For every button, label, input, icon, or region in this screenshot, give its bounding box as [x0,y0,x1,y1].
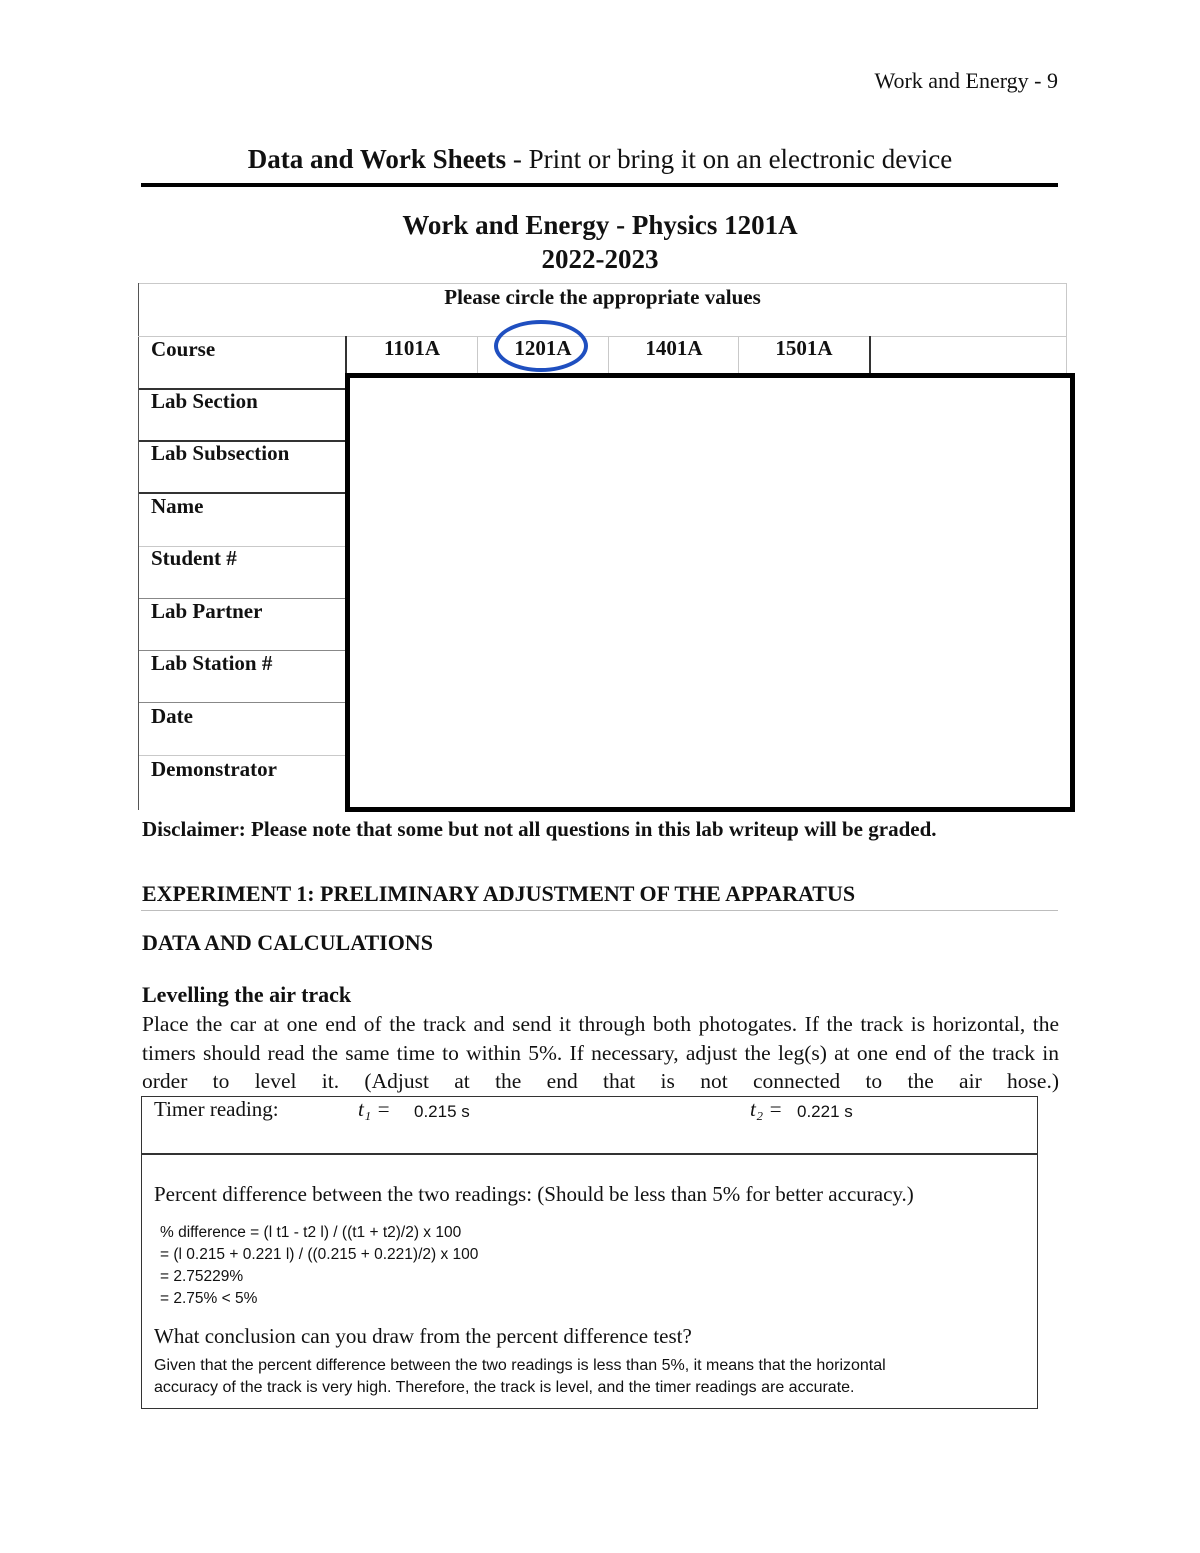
conclusion-answer-line[interactable]: Given that the percent difference between the two readings is less than 5%, it means that the horizontal [154,1357,886,1374]
t2-value[interactable]: 0.221 s [797,1102,853,1121]
sheet-title-rest: - Print or bring it on an electronic device [506,144,953,174]
student-info-entry-box[interactable] [345,373,1075,812]
t1-label: t₁ = [358,1097,391,1121]
demonstrator-label: Demonstrator [151,757,277,781]
course-option-1501a[interactable]: 1501A [775,336,833,360]
sheet-title-bold: Data and Work Sheets [247,144,507,174]
calculation-line[interactable]: = 2.75229% [160,1268,244,1285]
row-line [139,702,346,703]
timer-reading-label: Timer reading: [154,1097,279,1121]
title-rule [141,183,1058,187]
form-title-line2: 2022-2023 [541,244,659,274]
experiment-heading: EXPERIMENT 1: PRELIMINARY ADJUSTMENT OF THE APPARATUS [142,881,856,906]
disclaimer: Disclaimer: Please note that some but not all questions in this lab writeup will be graded. [142,817,937,841]
levelling-instructions: Place the car at one end of the track and send it through both photogates. If the track is horizontal, the timers should read the same time to within 5%. If necessary, adjust the leg(s) at one end of the track in order to level it. (Adjust at the end that is not connected to the air hose.) [142,1012,1059,1093]
data-calculations-heading: DATA AND CALCULATIONS [142,930,433,955]
sheet-title [142,144,1058,175]
calculation-line[interactable]: = 2.75% < 5% [160,1290,258,1307]
levelling-heading: Levelling the air track [142,982,352,1007]
course-option-1401a[interactable]: 1401A [645,336,703,360]
percent-difference-question: Percent difference between the two readings: (Should be less than 5% for better accuracy.) [154,1182,914,1206]
course-option-1101a[interactable]: 1101A [383,336,440,360]
course-option-1201a[interactable]: 1201A [514,336,572,360]
lab-partner-label: Lab Partner [151,599,263,623]
circle-instruction: Please circle the appropriate values [444,285,761,309]
calculation-line[interactable]: % difference = (l t1 - t2 l) / ((t1 + t2)/2) x 100 [160,1224,462,1241]
course-opt-divider [869,336,871,374]
date-label: Date [151,704,193,728]
form-title-line1: Work and Energy - Physics 1201A [402,210,798,240]
lab-section-label: Lab Section [151,389,258,413]
page-header: Work and Energy - 9 [874,68,1058,93]
table-top-line [138,283,1067,284]
calculation-line[interactable]: = (l 0.215 + 0.221 l) / ((0.215 + 0.221)/2) x 100 [160,1246,479,1263]
lab-subsection-label: Lab Subsection [151,441,290,465]
course-circle-mark [494,320,588,372]
row-line [139,755,346,756]
form-title [142,208,1058,276]
t1-value[interactable]: 0.215 s [414,1102,470,1121]
lab-station-label: Lab Station # [151,651,273,675]
student-number-label: Student # [151,546,237,570]
course-label: Course [151,337,216,361]
conclusion-question: What conclusion can you draw from the percent difference test? [154,1324,692,1348]
conclusion-answer-line[interactable]: accuracy of the track is very high. Therefore, the track is level, and the timer readings are accurate. [154,1379,855,1396]
name-label: Name [151,494,204,518]
answer-divider [141,1153,1038,1155]
t2-label: t₂ = [750,1097,783,1121]
experiment-rule [141,910,1058,911]
